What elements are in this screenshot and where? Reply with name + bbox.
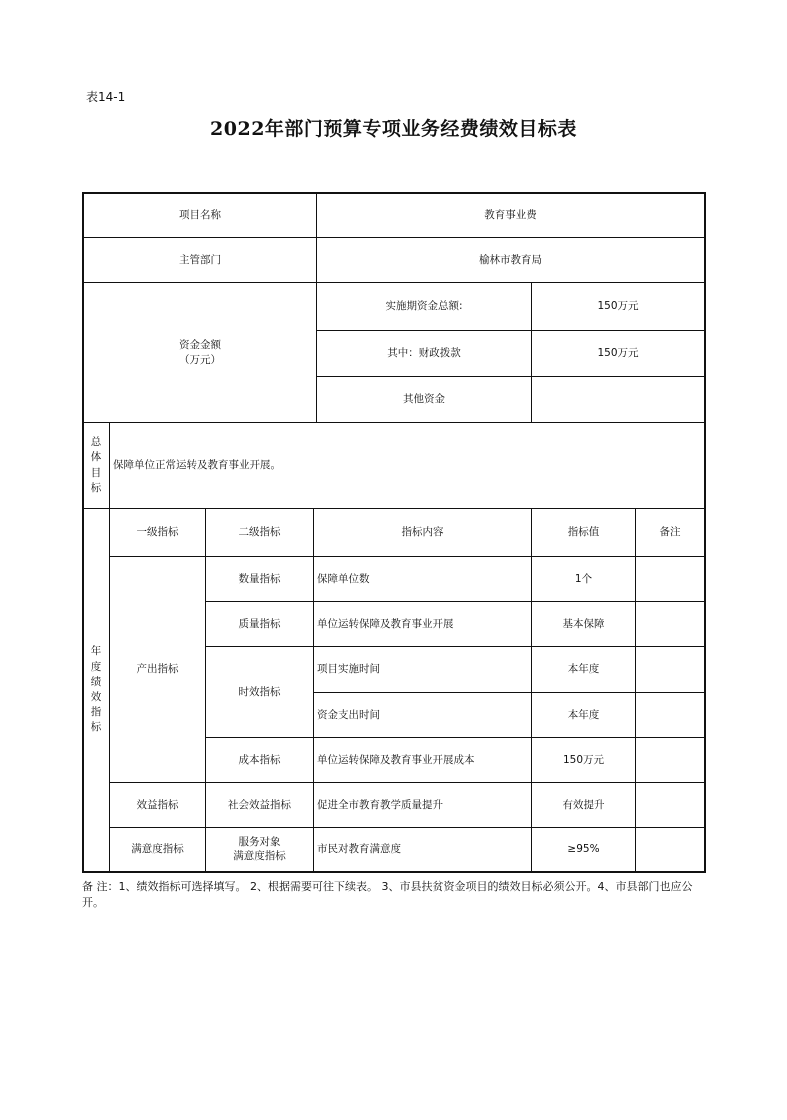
header-level1: 一级指标 [136,526,179,539]
service-satisfaction-line1: 服务对象 [238,835,281,848]
timeliness-indicator-label: 时效指标 [238,685,281,698]
row-4-remark [636,693,704,737]
row-7-content: 市民对教育满意度 [317,843,401,856]
service-satisfaction-line2: 满意度指标 [233,849,286,862]
cost-indicator-label: 成本指标 [238,753,281,766]
row-5-remark [636,738,704,782]
benefit-indicator-label: 效益指标 [136,798,179,811]
row-6-remark [636,783,704,827]
row-5-value: 150万元 [562,753,605,766]
row-1-value: 1个 [574,572,593,585]
row-2-remark [636,602,704,646]
fiscal-fund-label: 其中：财政拨款 [387,347,461,360]
header-level2: 二级指标 [238,526,281,539]
row-7-value: ≥95% [567,843,600,856]
page-title: 2022年部门预算专项业务经费绩效目标表 [210,118,577,140]
row-3-remark [636,647,704,692]
header-content: 指标内容 [401,526,444,539]
row-4-value: 本年度 [567,708,600,721]
row-3-content: 项目实施时间 [317,663,380,676]
overall-goal-text: 保障单位正常运转及教育事业开展。 [113,459,281,472]
header-value: 指标值 [567,526,600,539]
social-benefit-indicator-label: 社会效益指标 [228,798,291,811]
row-2-value: 基本保障 [562,617,605,630]
row-1-content: 保障单位数 [317,572,370,585]
other-fund-label: 其他资金 [403,393,445,406]
project-name-value: 教育事业费 [484,209,537,222]
service-satisfaction-indicator-label [206,828,313,871]
fund-amount-label-line2: （万元） [179,353,221,366]
fund-amount-label-line1: 资金金额 [179,339,221,352]
department-value: 榆林市教育局 [479,253,542,266]
quantity-indicator-label: 数量指标 [238,572,281,585]
row-6-content: 促进全市教育教学质量提升 [317,798,443,811]
table-number: 表14-1 [86,90,126,104]
total-fund-label: 实施期资金总额: [385,300,463,313]
output-indicator-label: 产出指标 [136,663,179,676]
row-3-value: 本年度 [567,663,600,676]
overall-goal-label: 总体目标 [90,436,102,494]
row-4-content: 资金支出时间 [317,708,380,721]
other-fund-value [532,377,704,422]
quality-indicator-label: 质量指标 [238,617,281,630]
row-1-remark [636,557,704,601]
footnote: 备 注：1、绩效指标可选择填写。 2、根据需要可往下续表。 3、市县扶贫资金项目的绩效目标必须公开。4、市县部门也应公开。 [82,880,693,909]
fund-amount-label [84,283,316,422]
satisfaction-indicator-label: 满意度指标 [131,843,184,856]
total-fund-value: 150万元 [597,300,639,313]
annual-indicator-label: 年度绩效指标 [90,645,102,734]
fiscal-fund-value: 150万元 [597,347,639,360]
row-5-content: 单位运转保障及教育事业开展成本 [317,753,475,766]
header-remark: 备注 [659,526,681,539]
row-2-content: 单位运转保障及教育事业开展 [317,617,454,630]
project-name-label: 项目名称 [179,209,221,222]
row-7-remark [636,828,704,871]
department-label: 主管部门 [179,253,221,266]
row-6-value: 有效提升 [562,798,605,811]
